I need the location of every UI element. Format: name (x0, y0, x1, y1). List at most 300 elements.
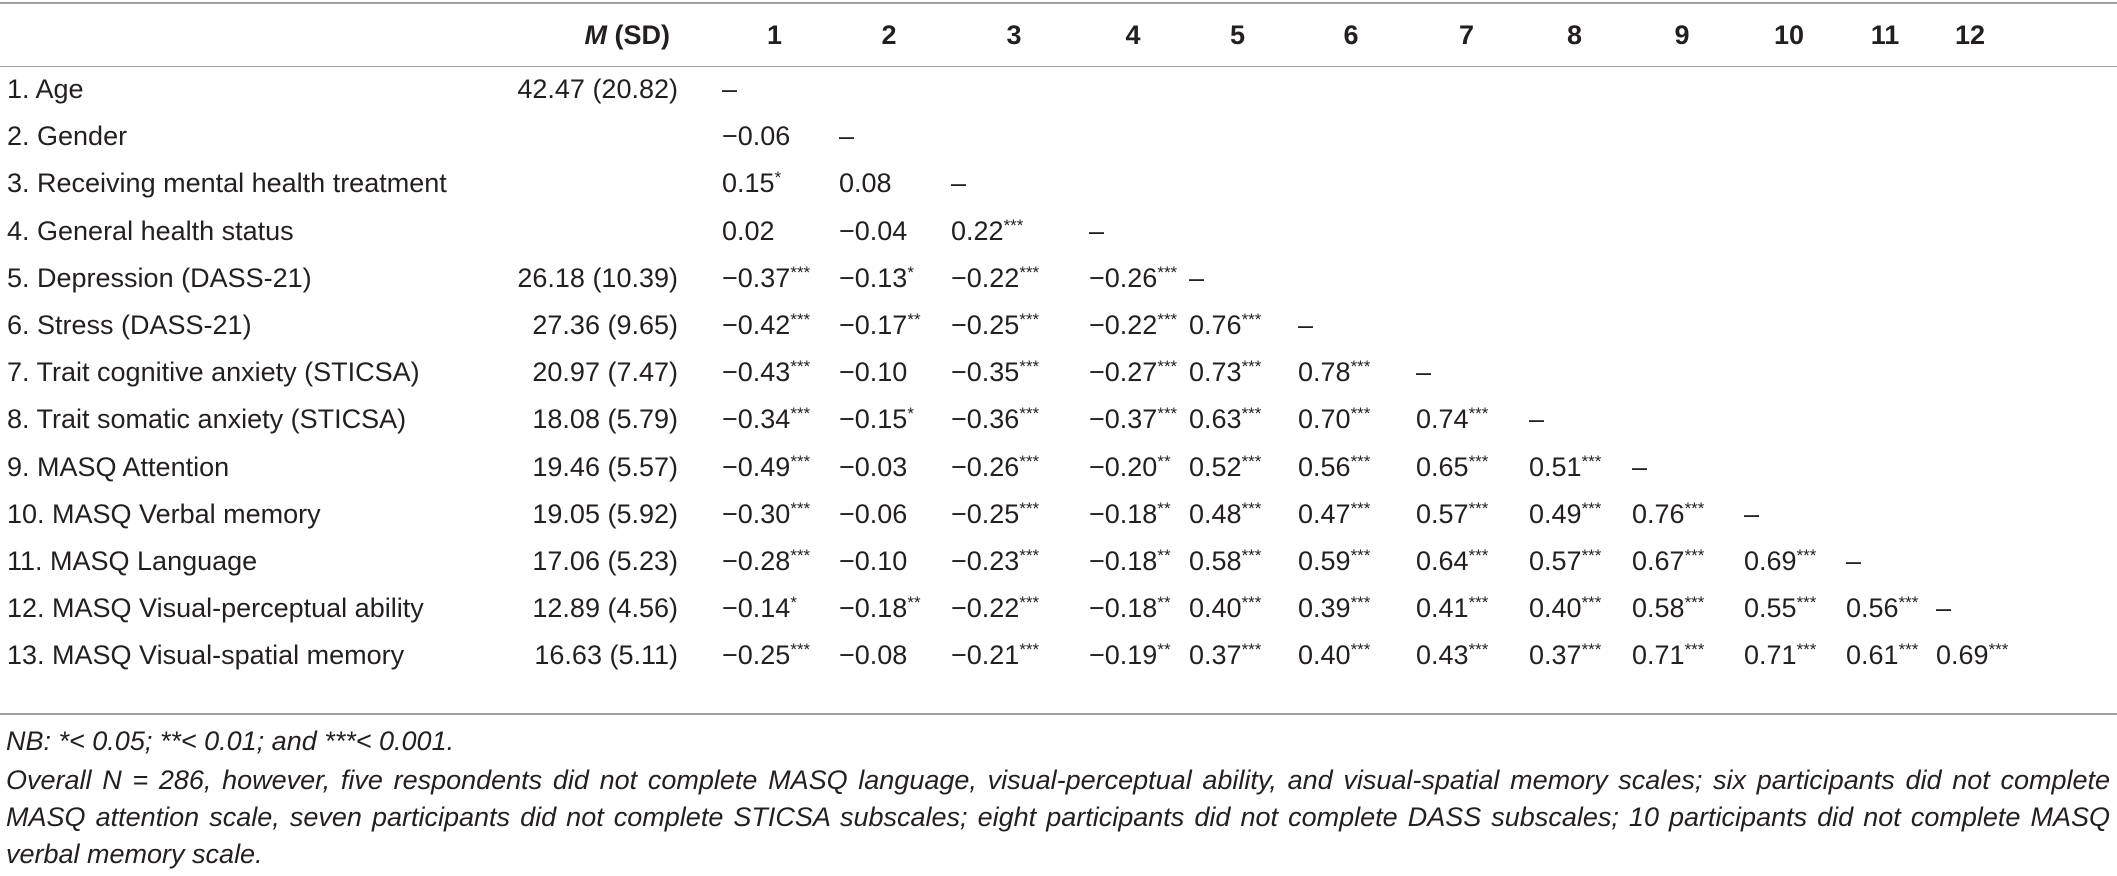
correlation-cell (1410, 208, 1523, 255)
correlation-value: −0.15 (839, 404, 908, 435)
row-label: 2. Gender (7, 121, 128, 152)
correlation-value: 0.47 (1298, 498, 1351, 529)
row-label: 5. Depression (DASS-21) (7, 262, 312, 293)
significance-marker: *** (1468, 640, 1489, 660)
row-mean-sd: 26.18 (10.39) (517, 262, 678, 293)
correlation-value: −0.18 (1089, 593, 1158, 624)
correlation-cell (1292, 66, 1410, 113)
significance-marker: *** (790, 310, 811, 330)
significance-marker: *** (1019, 451, 1040, 471)
correlation-cell (945, 491, 1083, 538)
row-mean-sd: 17.06 (5.23) (532, 545, 678, 576)
correlation-value: −0.10 (839, 545, 908, 576)
table-row (0, 349, 2010, 396)
correlation-cell (1930, 302, 2010, 349)
correlation-cell (1840, 66, 1930, 113)
significance-marker: *** (1019, 310, 1040, 330)
significance-marker: *** (1581, 498, 1602, 518)
significance-marker: *** (1581, 545, 1602, 565)
significance-marker: ** (1157, 593, 1171, 613)
correlation-value: 0.59 (1298, 545, 1351, 576)
correlation-cell (1410, 538, 1523, 585)
correlation-value: −0.04 (839, 215, 908, 246)
correlation-cell (1626, 255, 1738, 302)
significance-marker: *** (1350, 498, 1371, 518)
correlation-cell (1083, 302, 1183, 349)
header-col-7: 7 (1458, 19, 1475, 50)
significance-marker: *** (1019, 404, 1040, 424)
correlation-cell (716, 444, 833, 491)
significance-marker: ** (1157, 545, 1171, 565)
correlation-cell (1738, 491, 1840, 538)
significance-marker: *** (1350, 451, 1371, 471)
correlation-cell (716, 632, 833, 679)
correlation-value: 0.56 (1298, 451, 1351, 482)
correlation-value: 0.08 (839, 168, 892, 199)
correlation-cell (945, 66, 1083, 113)
correlation-value: −0.42 (722, 310, 791, 341)
header-col-8: 8 (1566, 19, 1583, 50)
header-col-10: 10 (1773, 19, 1805, 50)
row-mean-sd: 19.46 (5.57) (532, 451, 678, 482)
correlation-cell (1410, 491, 1523, 538)
correlation-cell (1083, 632, 1183, 679)
table-row (0, 396, 2010, 443)
correlation-value: – (722, 74, 738, 105)
correlation-value: – (839, 121, 855, 152)
correlation-cell (833, 302, 945, 349)
correlation-cell (945, 208, 1083, 255)
table-row (0, 208, 2010, 255)
table-row (0, 302, 2010, 349)
significance-marker: *** (1988, 640, 2009, 660)
correlation-value: 0.40 (1189, 593, 1242, 624)
correlation-cell (1840, 113, 1930, 160)
correlation-cell (1523, 208, 1626, 255)
correlation-cell (1410, 396, 1523, 443)
correlation-value: −0.10 (839, 357, 908, 388)
significance-marker: *** (1350, 640, 1371, 660)
correlation-cell (1292, 538, 1410, 585)
correlation-value: 0.41 (1416, 593, 1469, 624)
correlation-cell (1840, 632, 1930, 679)
correlation-cell (716, 302, 833, 349)
correlation-cell (1840, 585, 1930, 632)
significance-marker: *** (790, 451, 811, 471)
correlation-cell (1930, 444, 2010, 491)
correlation-cell (945, 113, 1083, 160)
correlation-cell (1183, 302, 1292, 349)
correlation-value: −0.22 (951, 262, 1020, 293)
significance-marker: *** (790, 545, 811, 565)
correlation-value: −0.23 (951, 545, 1020, 576)
correlation-cell (945, 160, 1083, 207)
correlation-cell (1183, 444, 1292, 491)
significance-marker: *** (790, 640, 811, 660)
correlation-value: −0.21 (951, 640, 1020, 671)
header-col-12: 12 (1954, 19, 1986, 50)
correlation-cell (1523, 538, 1626, 585)
significance-marker: *** (1157, 357, 1178, 377)
correlation-value: −0.30 (722, 498, 791, 529)
correlation-cell (716, 396, 833, 443)
correlation-cell (1738, 349, 1840, 396)
correlation-cell (1626, 113, 1738, 160)
correlation-cell (1840, 491, 1930, 538)
correlation-cell (1523, 160, 1626, 207)
correlation-value: – (1936, 593, 1952, 624)
correlation-value: 0.71 (1744, 640, 1797, 671)
correlation-value: 0.55 (1744, 593, 1797, 624)
row-mean-sd: 18.08 (5.79) (532, 404, 678, 435)
correlation-cell (1083, 349, 1183, 396)
significance-marker: *** (1019, 545, 1040, 565)
significance-marker: *** (1796, 640, 1817, 660)
significance-marker: *** (1003, 215, 1024, 235)
correlation-cell (833, 255, 945, 302)
correlation-cell (1183, 538, 1292, 585)
sample-note: Overall N = 286, however, five respondents did not complete MASQ language, visual-perceptual ability, and visual-spatial memory scales; six participants did not complete MASQ attention scale, seven participants did not complete STICSA subscales; eight participants did not complete DASS subscales; 10 participants did not complete MASQ verbal memory scale. (6, 765, 2110, 869)
correlation-cell (1292, 160, 1410, 207)
correlation-value: 0.73 (1189, 357, 1242, 388)
correlation-cell (1410, 160, 1523, 207)
correlation-value: −0.08 (839, 640, 908, 671)
significance-marker: *** (790, 357, 811, 377)
correlation-cell (1083, 444, 1183, 491)
correlation-cell (1930, 160, 2010, 207)
table-bottom-rule (0, 713, 2117, 715)
correlation-cell (1840, 160, 1930, 207)
header-col-4: 4 (1125, 19, 1141, 50)
row-mean-sd (476, 113, 716, 160)
correlation-cell (1626, 538, 1738, 585)
correlation-value: −0.37 (722, 262, 791, 293)
correlation-cell (1626, 491, 1738, 538)
correlation-value: 0.52 (1189, 451, 1242, 482)
correlation-cell (1523, 255, 1626, 302)
correlation-cell (1523, 302, 1626, 349)
correlation-cell (945, 538, 1083, 585)
correlation-cell (1410, 444, 1523, 491)
correlation-value: −0.18 (839, 593, 908, 624)
significance-marker: *** (1019, 640, 1040, 660)
significance-marker: *** (1684, 498, 1705, 518)
correlation-cell (1292, 396, 1410, 443)
correlation-value: −0.35 (951, 357, 1020, 388)
correlation-cell (1410, 585, 1523, 632)
significance-marker: ** (1157, 498, 1171, 518)
significance-marker: *** (1241, 404, 1262, 424)
row-label: 13. MASQ Visual-spatial memory (7, 640, 405, 671)
correlation-value: −0.13 (839, 262, 908, 293)
significance-marker: *** (1241, 451, 1262, 471)
correlation-value: 0.76 (1632, 498, 1685, 529)
significance-marker: *** (1468, 404, 1489, 424)
significance-marker: *** (1241, 640, 1262, 660)
correlation-value: 0.37 (1529, 640, 1582, 671)
correlation-cell (945, 255, 1083, 302)
correlation-cell (1183, 66, 1292, 113)
correlation-value: 0.70 (1298, 404, 1351, 435)
correlation-cell (1183, 585, 1292, 632)
correlation-value: −0.27 (1089, 357, 1158, 388)
significance-marker: *** (790, 404, 811, 424)
correlation-cell (1083, 585, 1183, 632)
row-mean-sd: 42.47 (20.82) (517, 74, 678, 105)
correlation-value: 0.71 (1632, 640, 1685, 671)
significance-marker: *** (1581, 451, 1602, 471)
correlation-cell (1523, 396, 1626, 443)
correlation-cell (1738, 632, 1840, 679)
correlation-cell (1930, 349, 2010, 396)
correlation-value: – (951, 168, 967, 199)
significance-marker: *** (1019, 593, 1040, 613)
significance-marker: *** (1350, 404, 1371, 424)
significance-marker: *** (1241, 310, 1262, 330)
correlation-table (0, 4, 2010, 679)
correlation-value: 0.48 (1189, 498, 1242, 529)
row-mean-sd: 19.05 (5.92) (532, 498, 678, 529)
correlation-cell (1840, 396, 1930, 443)
correlation-value: −0.06 (722, 121, 791, 152)
correlation-cell (1292, 349, 1410, 396)
header-sd-label: (SD) (614, 19, 670, 50)
correlation-cell (1183, 208, 1292, 255)
table-row (0, 160, 2010, 207)
correlation-cell (945, 349, 1083, 396)
correlation-value: – (1846, 545, 1862, 576)
correlation-cell (716, 255, 833, 302)
correlation-cell (1183, 113, 1292, 160)
correlation-value: −0.26 (1089, 262, 1158, 293)
row-mean-sd: 27.36 (9.65) (532, 310, 678, 341)
significance-marker: *** (1350, 593, 1371, 613)
significance-marker: *** (1350, 357, 1371, 377)
correlation-cell (1183, 349, 1292, 396)
table-row (0, 538, 2010, 585)
correlation-cell (1292, 302, 1410, 349)
correlation-value: −0.34 (722, 404, 791, 435)
correlation-value: −0.03 (839, 451, 908, 482)
correlation-cell (1523, 491, 1626, 538)
table-header-row (0, 4, 2010, 66)
correlation-value: −0.20 (1089, 451, 1158, 482)
correlation-cell (1626, 396, 1738, 443)
correlation-cell (716, 538, 833, 585)
correlation-value: 0.15 (722, 168, 775, 199)
correlation-value: −0.14 (722, 593, 791, 624)
significance-marker: *** (1684, 640, 1705, 660)
correlation-value: – (1744, 498, 1760, 529)
correlation-cell (1083, 538, 1183, 585)
row-mean-sd: 16.63 (5.11) (534, 640, 678, 671)
correlation-cell (1410, 255, 1523, 302)
correlation-cell (945, 632, 1083, 679)
correlation-cell (945, 444, 1083, 491)
correlation-cell (716, 491, 833, 538)
correlation-cell (1626, 632, 1738, 679)
correlation-cell (945, 396, 1083, 443)
correlation-value: −0.43 (722, 357, 791, 388)
correlation-cell (1840, 208, 1930, 255)
correlation-value: – (1298, 310, 1314, 341)
significance-marker: *** (1241, 498, 1262, 518)
correlation-cell (833, 66, 945, 113)
correlation-cell (1292, 491, 1410, 538)
significance-marker: *** (1157, 262, 1178, 282)
correlation-cell (1738, 302, 1840, 349)
header-col-9: 9 (1674, 19, 1690, 50)
correlation-cell (1840, 302, 1930, 349)
significance-marker: *** (1019, 357, 1040, 377)
significance-marker: *** (1468, 498, 1489, 518)
significance-marker: *** (1684, 593, 1705, 613)
significance-note: NB: *< 0.05; **< 0.01; and ***< 0.001. (6, 726, 455, 756)
row-label: 10. MASQ Verbal memory (7, 498, 321, 529)
correlation-value: 0.74 (1416, 404, 1469, 435)
correlation-cell (716, 349, 833, 396)
significance-marker: *** (1468, 545, 1489, 565)
row-label: 12. MASQ Visual-perceptual ability (7, 593, 424, 624)
correlation-cell (1626, 160, 1738, 207)
correlation-cell (1738, 208, 1840, 255)
correlation-value: −0.25 (722, 640, 791, 671)
correlation-value: 0.40 (1298, 640, 1351, 671)
correlation-cell (1410, 66, 1523, 113)
correlation-cell (1738, 255, 1840, 302)
correlation-cell (833, 538, 945, 585)
header-col-11: 11 (1870, 19, 1900, 50)
correlation-cell (1083, 208, 1183, 255)
row-mean-sd: 12.89 (4.56) (532, 593, 678, 624)
significance-marker: *** (1157, 404, 1178, 424)
correlation-cell (1523, 632, 1626, 679)
correlation-cell (716, 66, 833, 113)
correlation-value: −0.36 (951, 404, 1020, 435)
correlation-cell (1738, 585, 1840, 632)
correlation-value: 0.65 (1416, 451, 1469, 482)
correlation-value: – (1632, 451, 1648, 482)
table-row (0, 585, 2010, 632)
correlation-cell (1930, 632, 2010, 679)
correlation-cell (1183, 160, 1292, 207)
correlation-cell (1292, 208, 1410, 255)
correlation-cell (1930, 66, 2010, 113)
correlation-cell (1738, 113, 1840, 160)
correlation-cell (1183, 396, 1292, 443)
significance-marker: *** (1796, 545, 1817, 565)
correlation-cell (833, 349, 945, 396)
correlation-value: 0.56 (1846, 593, 1899, 624)
table-body (0, 66, 2010, 679)
row-label: 3. Receiving mental health treatment (7, 168, 447, 199)
correlation-value: – (1529, 404, 1545, 435)
correlation-cell (1738, 160, 1840, 207)
table-row (0, 255, 2010, 302)
row-label: 7. Trait cognitive anxiety (STICSA) (7, 357, 420, 388)
correlation-cell (1083, 66, 1183, 113)
correlation-value: – (1089, 215, 1105, 246)
correlation-value: −0.18 (1089, 545, 1158, 576)
significance-marker: * (774, 168, 782, 188)
correlation-cell (1930, 585, 2010, 632)
correlation-cell (1083, 491, 1183, 538)
correlation-value: 0.57 (1529, 545, 1582, 576)
correlation-value: 0.76 (1189, 310, 1242, 341)
significance-marker: ** (907, 593, 921, 613)
table-row (0, 632, 2010, 679)
correlation-value: – (1189, 262, 1205, 293)
header-col-3: 3 (1006, 19, 1022, 50)
correlation-value: 0.61 (1846, 640, 1899, 671)
correlation-cell (716, 585, 833, 632)
correlation-cell (1292, 585, 1410, 632)
header-variable (0, 4, 476, 66)
table-row (0, 113, 2010, 160)
significance-marker: *** (1898, 640, 1919, 660)
correlation-cell (1410, 113, 1523, 160)
correlation-cell (1523, 113, 1626, 160)
correlation-value: −0.17 (839, 310, 908, 341)
significance-marker: ** (1157, 640, 1171, 660)
significance-marker: *** (1581, 640, 1602, 660)
correlation-cell (1738, 444, 1840, 491)
correlation-cell (1523, 349, 1626, 396)
correlation-cell (1738, 66, 1840, 113)
significance-marker: *** (790, 498, 811, 518)
correlation-cell (1930, 396, 2010, 443)
correlation-cell (1626, 208, 1738, 255)
correlation-cell (1410, 632, 1523, 679)
correlation-cell (833, 208, 945, 255)
significance-marker: *** (1350, 545, 1371, 565)
correlation-value: −0.25 (951, 498, 1020, 529)
correlation-value: −0.22 (951, 593, 1020, 624)
correlation-value: 0.57 (1416, 498, 1469, 529)
correlation-cell (1930, 255, 2010, 302)
significance-marker: * (907, 404, 914, 424)
correlation-value: −0.28 (722, 545, 791, 576)
correlation-value: 0.22 (951, 215, 1004, 246)
correlation-value: −0.26 (951, 451, 1020, 482)
correlation-cell (1410, 349, 1523, 396)
correlation-value: 0.69 (1744, 545, 1797, 576)
correlation-cell (1292, 632, 1410, 679)
correlation-cell (716, 208, 833, 255)
correlation-cell (833, 160, 945, 207)
row-mean-sd (476, 160, 716, 207)
correlation-cell (1738, 396, 1840, 443)
significance-marker: *** (1019, 498, 1040, 518)
correlation-cell (1626, 66, 1738, 113)
significance-marker: *** (1241, 357, 1262, 377)
significance-marker: * (790, 593, 797, 613)
table-row (0, 66, 2010, 113)
row-mean-sd: 20.97 (7.47) (532, 357, 678, 388)
significance-marker: *** (1898, 593, 1919, 613)
correlation-value: 0.43 (1416, 640, 1469, 671)
correlation-cell (1183, 255, 1292, 302)
row-label: 1. Age (7, 74, 84, 105)
significance-marker: *** (1468, 593, 1489, 613)
correlation-value: 0.02 (722, 215, 775, 246)
correlation-cell (945, 585, 1083, 632)
correlation-cell (1930, 113, 2010, 160)
table-row (0, 444, 2010, 491)
correlation-value: 0.78 (1298, 357, 1351, 388)
correlation-cell (1083, 255, 1183, 302)
correlation-cell (1523, 585, 1626, 632)
